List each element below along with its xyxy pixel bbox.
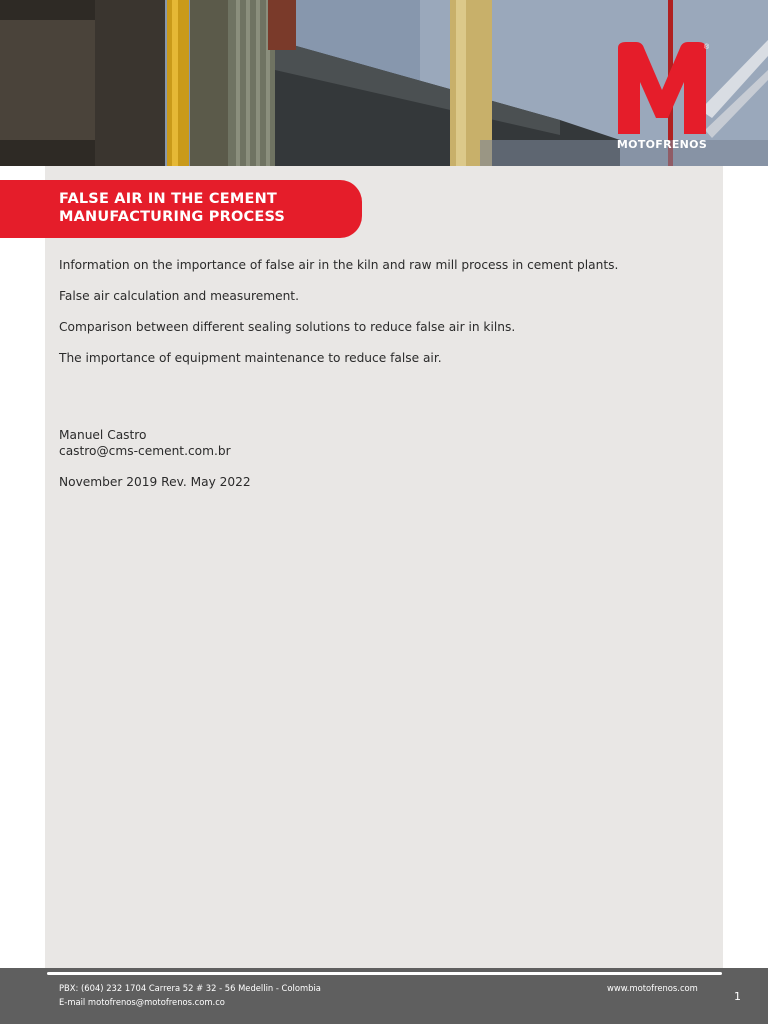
footer-email[interactable]: E-mail motofrenos@motofrenos.com.co — [59, 997, 225, 1007]
title-banner — [0, 180, 362, 238]
paragraph-calculation: False air calculation and measurement. — [59, 289, 299, 303]
paragraph-comparison: Comparison between different sealing solutions to reduce false air in kilns. — [59, 320, 516, 334]
paragraph-intro: Information on the importance of false air in the kiln and raw mill process in cement plants. — [59, 258, 619, 272]
author-email[interactable]: castro@cms-cement.com.br — [59, 444, 231, 458]
motofrenos-logo — [612, 40, 712, 156]
page-title: FALSE AIR IN THE CEMENT MANUFACTURING PROCESS — [59, 191, 286, 225]
footer-contact: PBX: (604) 232 1704 Carrera 52 # 32 - 56 Medellin - Colombia — [59, 983, 321, 993]
paragraph-maintenance: The importance of equipment maintenance to reduce false air. — [59, 351, 442, 365]
footer-website-link[interactable]: www.motofrenos.com — [607, 983, 698, 993]
document-date: November 2019 Rev. May 2022 — [59, 475, 251, 489]
footer-divider — [47, 972, 722, 975]
author-name: Manuel Castro — [59, 428, 147, 442]
page-number: 1 — [734, 990, 741, 1003]
registered-mark: ® — [704, 44, 710, 51]
content-panel — [45, 166, 723, 968]
footer — [0, 968, 768, 1024]
logo-m-icon — [616, 40, 708, 136]
logo-wordmark: MOTOFRENOS — [616, 138, 708, 151]
